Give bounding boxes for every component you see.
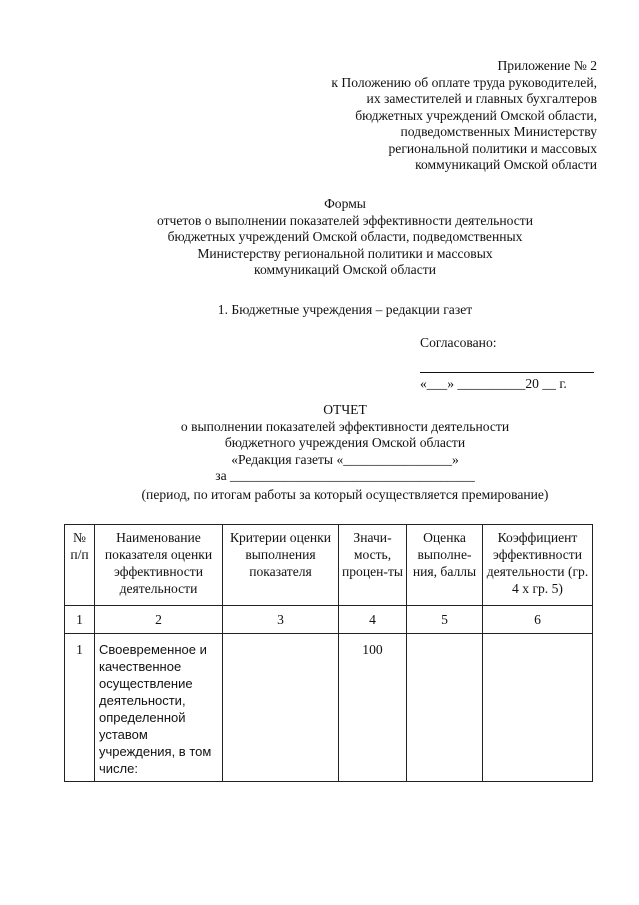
report-period-caption: (период, по итогам работы за который осуществляется премирование)	[141, 486, 549, 502]
column-number: 6	[483, 606, 593, 634]
forms-line: Министерству региональной политики и массовых	[197, 245, 493, 261]
appendix-line: коммуникаций Омской области	[415, 157, 597, 172]
column-number-row	[65, 606, 593, 634]
row-criteria	[223, 634, 339, 782]
appendix-line: региональной политики и массовых	[388, 140, 597, 156]
report-table	[64, 524, 593, 782]
column-number: 5	[407, 606, 483, 634]
report-line: бюджетного учреждения Омской области	[224, 435, 466, 450]
column-number: 4	[339, 606, 407, 634]
row-indicator: Своевременное и качественное осуществление деятельности, определенной уставом учреждения, в том числе:	[95, 634, 223, 782]
row-weight: 100	[339, 634, 407, 782]
appendix-line: их заместителей и главных бухгалтеров	[366, 91, 597, 106]
column-number: 2	[95, 606, 223, 634]
forms-line: отчетов о выполнении показателей эффективности деятельности	[156, 212, 534, 228]
column-number: 1	[65, 606, 95, 634]
forms-line: бюджетных учреждений Омской области, подведомственных	[167, 229, 523, 244]
header-cell-score: Оценка выполне-ния, баллы	[407, 525, 483, 606]
forms-heading	[40, 196, 639, 279]
appendix-line: к Положению об оплате труда руководителей,	[331, 74, 597, 90]
report-period-line: за ____________________________________	[215, 468, 475, 483]
header-cell-indicator: Наименование показателя оценки эффективности деятельности	[95, 525, 223, 606]
row-score	[407, 634, 483, 782]
approval-date: «___» __________20 __ г.	[420, 375, 567, 391]
column-number: 3	[223, 606, 339, 634]
approval-block	[420, 335, 600, 392]
header-cell-number: № п/п	[65, 525, 95, 606]
forms-line: коммуникаций Омской области	[254, 262, 436, 277]
report-title: ОТЧЕТ	[323, 402, 367, 417]
report-newspaper-line: «Редакция газеты «________________»	[231, 451, 459, 467]
row-number: 1	[65, 634, 95, 782]
report-heading	[40, 402, 639, 503]
appendix-line: бюджетных учреждений Омской области,	[355, 107, 597, 123]
signature-line	[420, 352, 594, 373]
approval-label: Согласовано:	[420, 335, 497, 350]
appendix-title: Приложение № 2	[497, 58, 597, 73]
appendix-line: подведомственных Министерству	[400, 124, 597, 139]
forms-title: Формы	[324, 196, 366, 211]
section-title: 1. Бюджетные учреждения – редакции газет	[217, 302, 473, 317]
row-coefficient	[483, 634, 593, 782]
table-row	[65, 634, 593, 782]
report-line: о выполнении показателей эффективности деятельности	[180, 418, 510, 434]
header-cell-criteria: Критерии оценки выполнения показателя	[223, 525, 339, 606]
header-cell-coefficient: Коэффициент эффективности деятельности (гр. 4 х гр. 5)	[483, 525, 593, 606]
header-cell-weight: Значи-мость, процен-ты	[339, 525, 407, 606]
appendix-block	[237, 58, 597, 174]
table-header-row	[65, 525, 593, 606]
